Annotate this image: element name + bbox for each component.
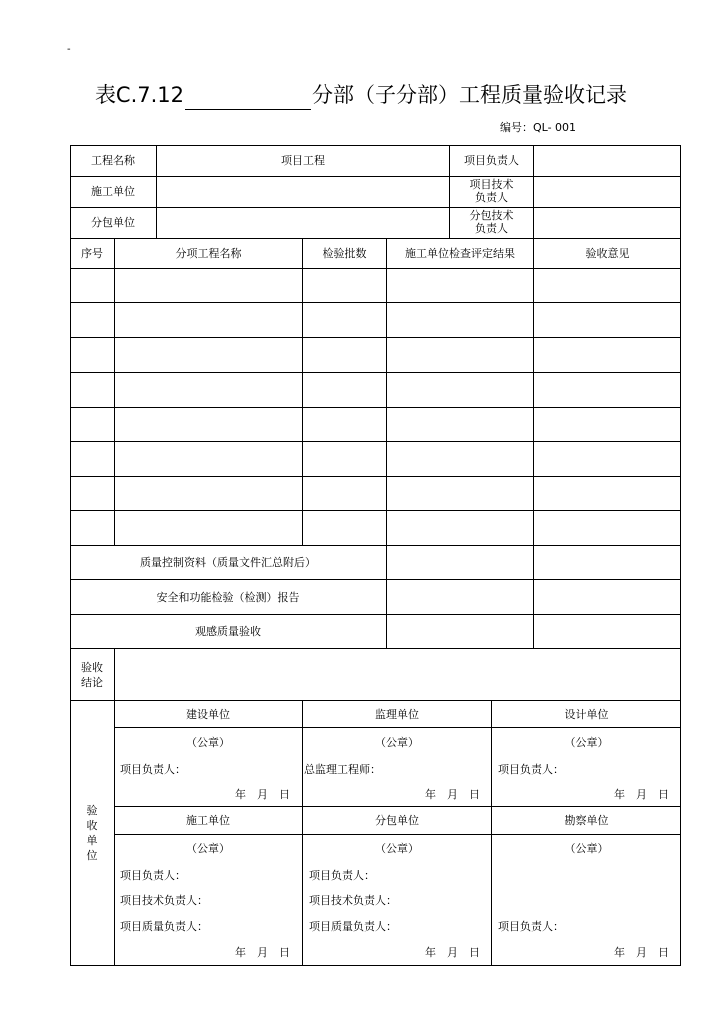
rule-line: [114, 727, 681, 728]
rule-line: [70, 579, 681, 580]
designer-unit-header: 设计单位: [564, 708, 609, 721]
rule-line: [533, 238, 534, 648]
surveyor-date[interactable]: 年 月 日: [614, 946, 669, 959]
builder-date[interactable]: 年 月 日: [235, 946, 290, 959]
rule-line: [70, 176, 681, 177]
rule-line: [114, 834, 681, 835]
rule-line: [70, 238, 681, 239]
builder-unit-header: 施工单位: [186, 814, 230, 827]
subcontractor-seal: （公章）: [375, 842, 419, 855]
acceptance-units-label: [70, 803, 114, 863]
title-suffix: 分部（子分部）工程质量验收记录: [312, 83, 628, 107]
title-blank-line[interactable]: [185, 87, 311, 110]
safety-report-label: 安全和功能检验（检测）报告: [156, 591, 300, 604]
tech-manager-label-line: 负责人: [475, 191, 508, 204]
chief-supervisor[interactable]: 总监理工程师：: [304, 763, 381, 776]
builder-quality-manager[interactable]: 项目质量负责人：: [120, 920, 208, 933]
document-code: 编号：QL- 001: [500, 121, 577, 134]
supervisor-unit-header: 监理单位: [375, 708, 419, 721]
conclusion-label-line: 结论: [81, 676, 103, 689]
rule-line: [533, 145, 534, 238]
rule-line: [70, 545, 681, 546]
side-label-char: 验: [86, 804, 98, 817]
designer-project-manager[interactable]: 项目负责人：: [498, 763, 564, 776]
designer-seal: （公章）: [564, 736, 609, 749]
rule-line: [70, 614, 681, 615]
surveyor-project-manager[interactable]: 项目负责人：: [498, 920, 564, 933]
sub-tech-manager-label-line: 负责人: [475, 222, 508, 235]
owner-seal: （公章）: [186, 736, 230, 749]
conclusion-label-line: 验收: [81, 661, 103, 674]
rule-line: [70, 372, 681, 373]
column-header-name: 分项工程名称: [175, 247, 242, 260]
rule-line: [386, 238, 387, 648]
sub-tech-manager-label-line: 分包技术: [469, 209, 514, 222]
builder-seal: （公章）: [186, 842, 230, 855]
rule-line: [70, 302, 681, 303]
column-header-opinion: 验收意见: [585, 247, 630, 260]
rule-line: [70, 700, 681, 701]
side-label-char: 单: [86, 834, 98, 847]
project-name-value[interactable]: 项目工程: [281, 154, 325, 167]
column-header-batches: 检验批数: [322, 247, 367, 260]
project-name-label: 工程名称: [91, 154, 135, 167]
rule-line: [70, 268, 681, 269]
rule-line: [114, 648, 115, 966]
builder-tech-manager[interactable]: 项目技术负责人：: [120, 894, 208, 907]
rule-line: [114, 806, 681, 807]
rule-line: [70, 476, 681, 477]
rule-line: [114, 238, 115, 545]
page-title: [0, 80, 722, 110]
supervisor-seal: （公章）: [375, 736, 419, 749]
subcontract-unit-label: 分包单位: [91, 216, 135, 229]
conclusion-label: [70, 660, 114, 690]
quality-docs-label: 质量控制资料（质量文件汇总附后）: [140, 556, 316, 569]
column-header-result: 施工单位检查评定结果: [405, 247, 515, 260]
designer-date[interactable]: 年 月 日: [614, 788, 669, 801]
subcontractor-quality-manager[interactable]: 项目质量负责人：: [309, 920, 397, 933]
subcontractor-date[interactable]: 年 月 日: [425, 946, 480, 959]
subcontractor-tech-manager[interactable]: 项目技术负责人：: [309, 894, 397, 907]
rule-line: [70, 337, 681, 338]
rule-line: [70, 648, 681, 649]
column-header-no: 序号: [81, 247, 103, 260]
surveyor-unit-header: 勘察单位: [564, 814, 609, 827]
subcontractor-unit-header: 分包单位: [375, 814, 419, 827]
rule-line: [70, 441, 681, 442]
tech-manager-label: [450, 178, 533, 204]
appearance-label: 观感质量验收: [195, 625, 261, 638]
owner-unit-header: 建设单位: [186, 708, 230, 721]
project-manager-label: 项目负责人: [464, 154, 519, 167]
side-label-char: 收: [86, 819, 98, 832]
rule-line: [70, 207, 681, 208]
construction-unit-label: 施工单位: [91, 185, 135, 198]
builder-project-manager[interactable]: 项目负责人：: [120, 869, 186, 882]
sub-tech-manager-label: [450, 209, 533, 235]
rule-line: [70, 407, 681, 408]
surveyor-seal: （公章）: [564, 842, 609, 855]
subcontractor-project-manager[interactable]: 项目负责人：: [309, 869, 375, 882]
owner-date[interactable]: 年 月 日: [235, 788, 290, 801]
rule-line: [302, 238, 303, 545]
side-label-char: 位: [86, 849, 98, 862]
title-prefix: 表C.7.12: [94, 83, 185, 107]
rule-line: [70, 510, 681, 511]
owner-project-manager[interactable]: 项目负责人：: [120, 763, 186, 776]
tech-manager-label-line: 项目技术: [469, 178, 514, 191]
supervisor-date[interactable]: 年 月 日: [425, 788, 480, 801]
page-mark: -: [67, 44, 71, 55]
